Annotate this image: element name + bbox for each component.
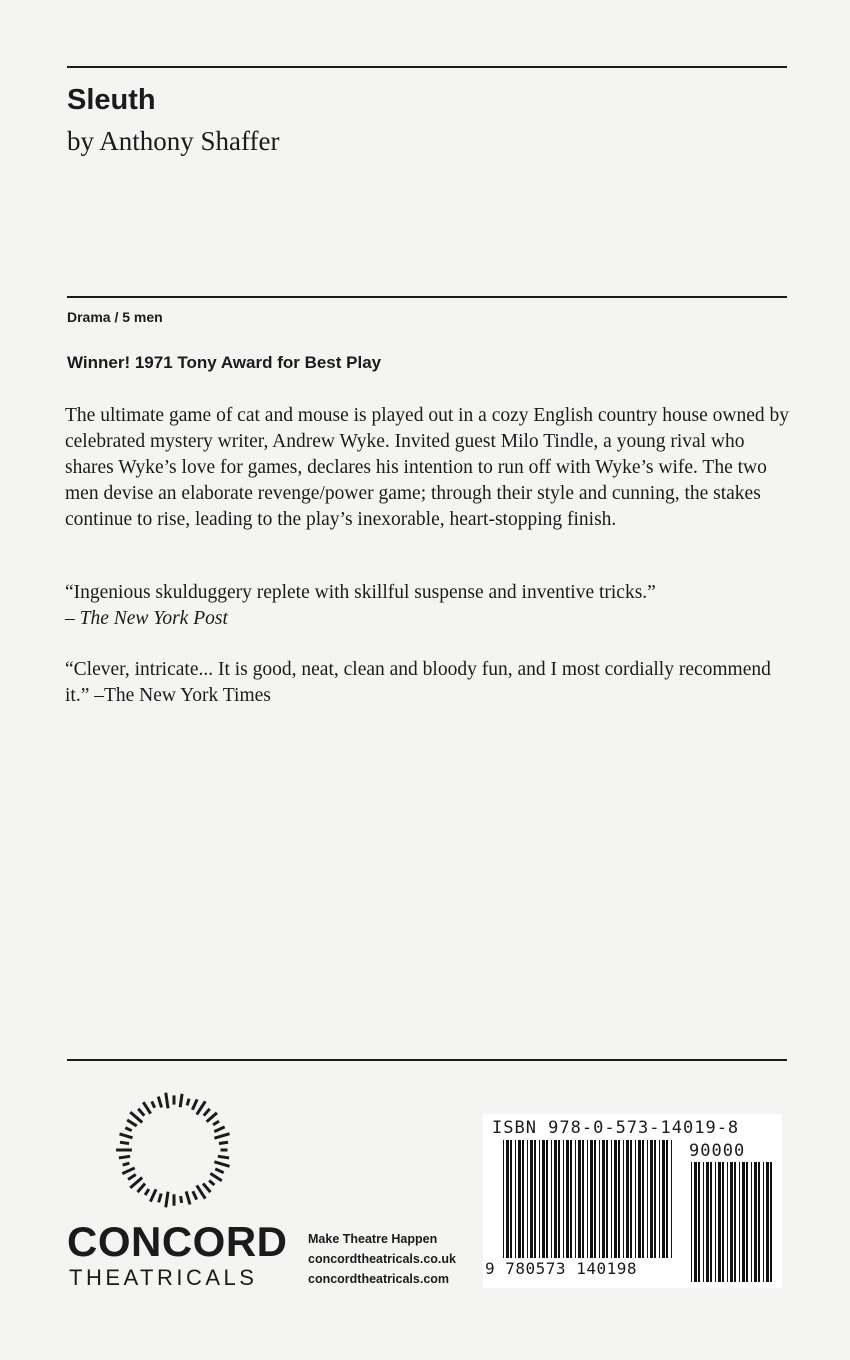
concord-ring-logo-icon	[112, 1088, 236, 1212]
price-addon: 90000	[689, 1141, 746, 1161]
quote-dash: –	[65, 608, 80, 629]
synopsis: The ultimate game of cat and mouse is played out in a cozy English country house owned by celebrated mystery writer, Andrew Wyke. Invited guest Milo Tindle, a young rival who shares Wyke’s love for games, declares his intention to run off with Wyke’s wife. The two men devise an elaborate revenge/power game; through their style and cunning, the stakes continue to rise, leading to the play’s inexorable, heart-stopping finish.	[65, 405, 790, 530]
publisher-info	[308, 1229, 456, 1289]
book-author: by Anthony Shaffer	[67, 126, 280, 156]
quote-new-york-post	[65, 580, 790, 632]
tagline: Make Theatre Happen	[308, 1232, 438, 1246]
bottom-rule	[67, 1059, 787, 1061]
top-rule	[67, 66, 787, 68]
genre-cast: Drama / 5 men	[67, 309, 163, 325]
ean-digits: 9 780573 140198	[485, 1259, 637, 1278]
book-title: Sleuth	[67, 84, 156, 116]
middle-rule	[67, 296, 787, 298]
isbn-barcode	[483, 1114, 782, 1288]
isbn-label: ISBN 978-0-573-14019-8	[492, 1118, 740, 1138]
quote-new-york-times: “Clever, intricate... It is good, neat, clean and bloody fun, and I most cordially recommend it.” –The New York Times	[65, 659, 771, 706]
logo-wordmark: CONCORD	[67, 1218, 288, 1265]
website-uk[interactable]: concordtheatricals.co.uk	[308, 1252, 456, 1266]
quote-source: The New York Post	[79, 608, 228, 629]
award-line: Winner! 1971 Tony Award for Best Play	[67, 353, 382, 372]
quote-text: “Ingenious skulduggery replete with skillful suspense and inventive tricks.”	[65, 582, 656, 603]
website-com[interactable]: concordtheatricals.com	[308, 1272, 450, 1286]
logo-subtitle: THEATRICALS	[69, 1265, 258, 1290]
